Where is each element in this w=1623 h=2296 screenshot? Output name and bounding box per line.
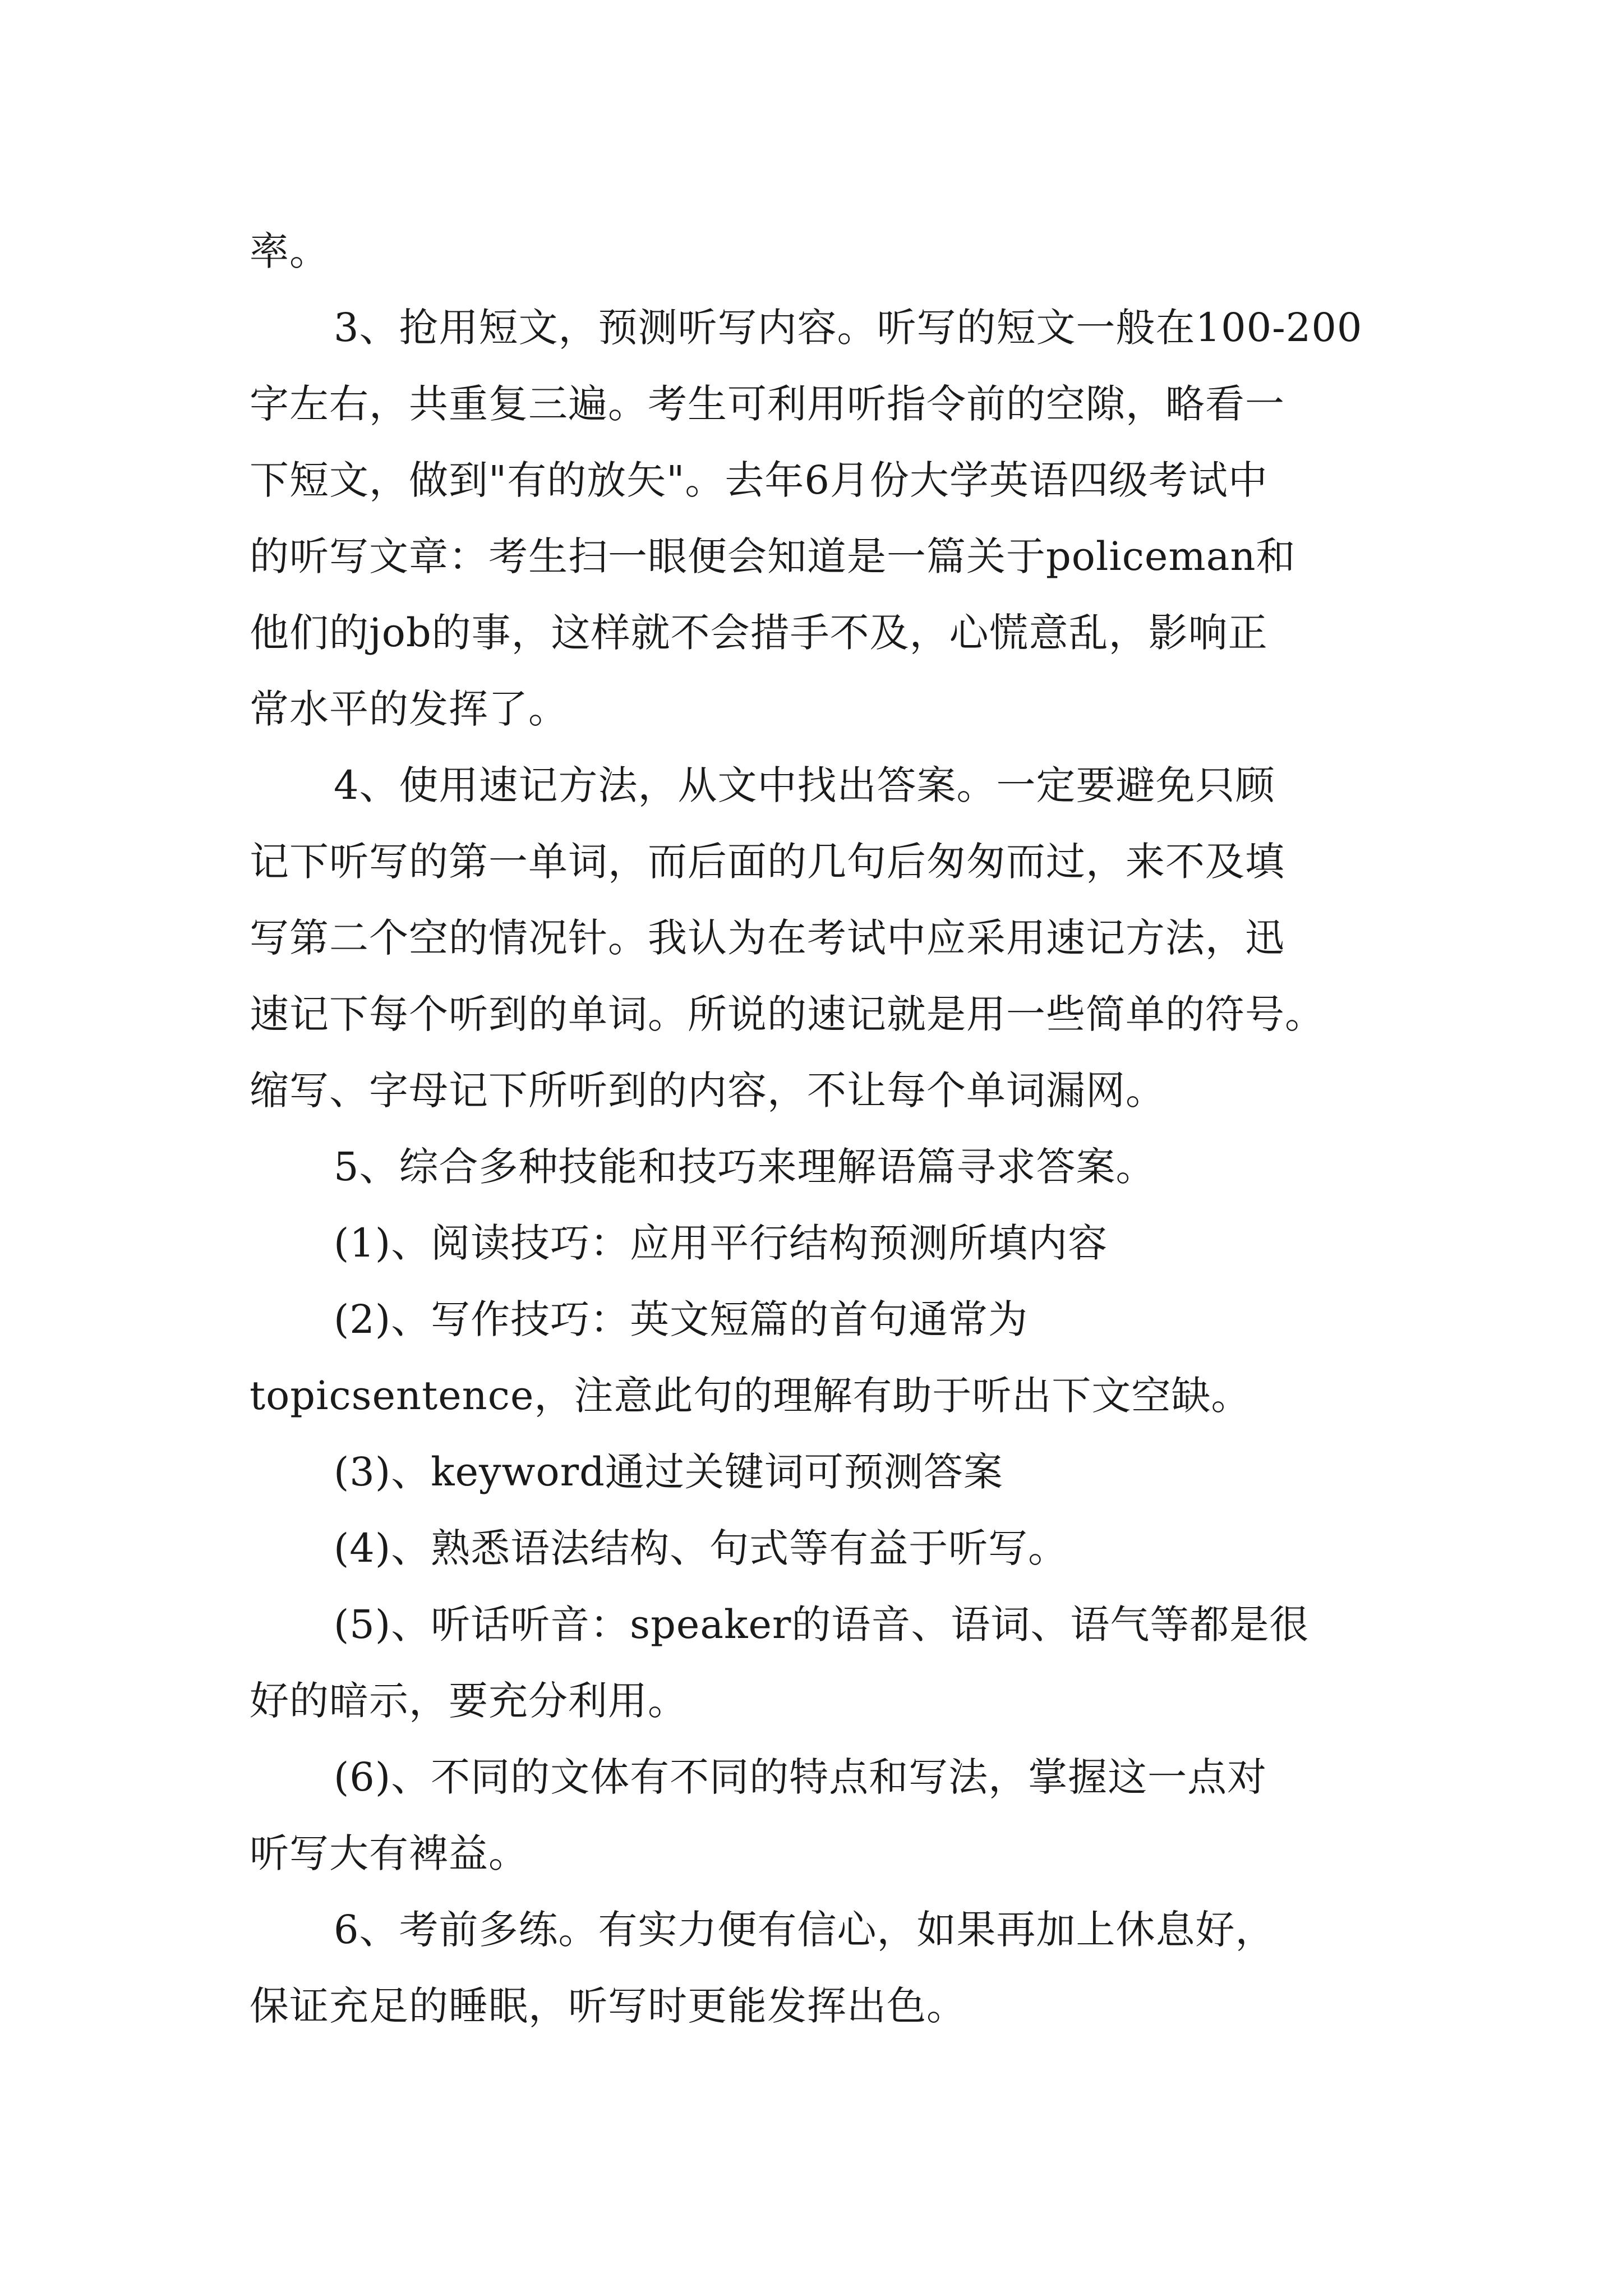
paragraph-sub-1: (1)、阅读技巧：应用平行结构预测所填内容 [334,1220,1108,1266]
paragraph-continuation: 率。 [250,228,329,274]
paragraph-tip-6: 6、考前多练。有实力便有信心，如果再加上休息好， 保证充足的睡眠，听写时更能发挥出色。 [250,1907,1275,2029]
paragraph-sub-5: (5)、听话听音：speaker的语音、语词、语气等都是很 好的暗示，要充分利用。 [250,1602,1310,1724]
paragraph-tip-3: 3、抢用短文，预测听写内容。听写的短文一般在100-200 字左右，共重复三遍。考生可利用听指令前的空隙，略看一 下短文，做到"有的放矢"。去年6月份大学英语四级考试中 的听写文章：考生扫一眼便会知道是一篇关于policeman和 他们的job的事，这样就不会措手不及，心慌意乱，影响正 常水平的发挥了。 [250,305,1363,732]
paragraph-sub-3: (3)、keyword通过关键词可预测答案 [334,1449,1003,1495]
paragraph-tip-5: 5、综合多种技能和技巧来理解语篇寻求答案。 [334,1144,1156,1190]
paragraph-tip-4: 4、使用速记方法，从文中找出答案。一定要避免只顾 记下听写的第一单词，而后面的几句后匆匆而过，来不及填 写第二个空的情况针。我认为在考试中应采用速记方法，迅 速记下每个听到的单词。所说的速记就是用一些简单的符号。 缩写、字母记下所听到的内容，不让每个单词漏网。 [250,762,1325,1114]
paragraph-sub-4: (4)、熟悉语法结构、句式等有益于听写。 [334,1525,1068,1571]
paragraph-sub-2: (2)、写作技巧：英文短篇的首句通常为 topicsentence，注意此句的理解有助于听出下文空缺。 [250,1296,1251,1419]
document-page [250,213,1382,2044]
paragraph-sub-6: (6)、不同的文体有不同的特点和写法，掌握这一点对 听写大有裨益。 [250,1754,1267,1876]
